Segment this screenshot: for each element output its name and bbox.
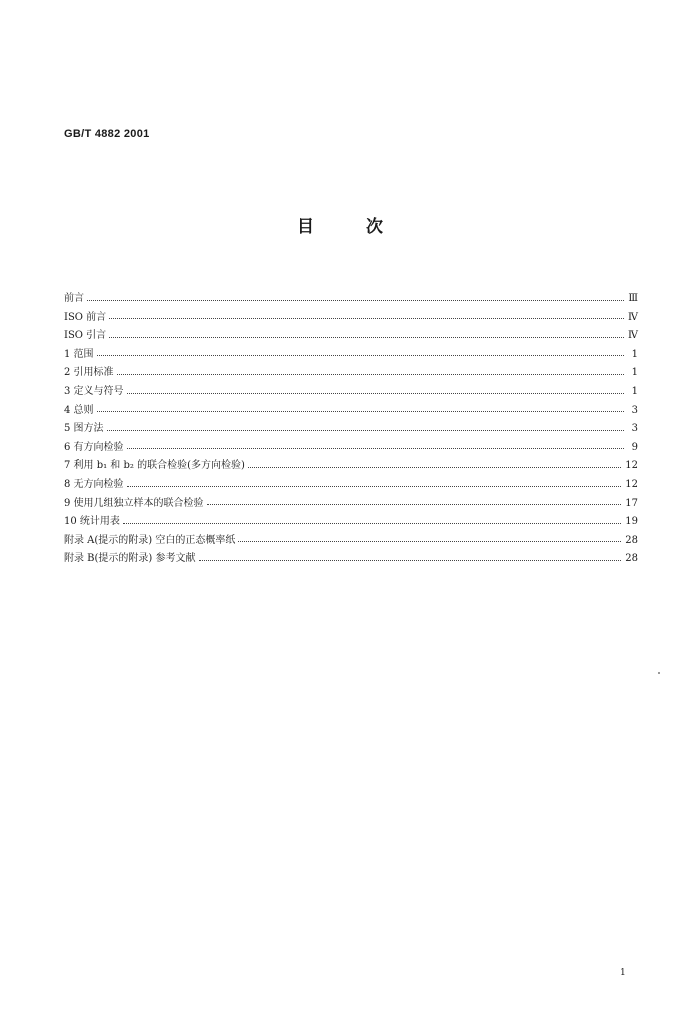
- toc-entry-label: 10 统计用表: [64, 516, 120, 528]
- toc-entry-page: 9: [631, 441, 638, 453]
- toc-leader-dots: [199, 560, 622, 561]
- toc-entry-label: 附录 A(提示的附录) 空白的正态概率纸: [64, 534, 236, 546]
- toc-entry: [64, 364, 638, 383]
- toc-entry: [64, 439, 638, 458]
- toc-leader-dots: [107, 430, 624, 431]
- toc-entry-label: ISO 前言: [64, 311, 107, 323]
- toc-entry-label: 7 利用 b₁ 和 b₂ 的联合检验(多方向检验): [64, 460, 245, 472]
- toc-leader-dots: [127, 486, 622, 487]
- toc-entry-page: 3: [631, 423, 638, 435]
- toc-entry: [64, 309, 638, 328]
- toc-entry-label: 9 使用几组独立样本的联合检验: [64, 497, 204, 509]
- toc-leader-dots: [97, 355, 624, 356]
- toc-entry-label: 附录 B(提示的附录) 参考文献: [64, 553, 196, 565]
- toc-entry-page: 28: [625, 534, 638, 546]
- document-code: GB/T 4882 2001: [64, 128, 150, 140]
- toc-entry: [64, 532, 638, 551]
- table-of-contents: [64, 290, 638, 569]
- toc-entry-page: 1: [631, 348, 638, 360]
- toc-entry-page: 17: [625, 497, 638, 509]
- toc-entry-page: 1: [631, 367, 638, 379]
- toc-entry-page: Ⅳ: [628, 330, 638, 342]
- toc-leader-dots: [97, 411, 624, 412]
- toc-entry: [64, 457, 638, 476]
- toc-entry-label: 前言: [64, 293, 84, 304]
- toc-entry-page: 3: [631, 404, 638, 416]
- toc-entry: [64, 346, 638, 365]
- toc-entry: [64, 513, 638, 532]
- toc-leader-dots: [87, 300, 624, 301]
- toc-entry: [64, 402, 638, 421]
- toc-leader-dots: [248, 467, 621, 468]
- toc-entry-label: 5 图方法: [64, 423, 104, 435]
- toc-entry-label: ISO 引言: [64, 330, 107, 342]
- toc-entry: [64, 495, 638, 514]
- page-title: 目次: [297, 217, 435, 237]
- toc-leader-dots: [127, 393, 624, 394]
- toc-leader-dots: [109, 337, 624, 338]
- toc-entry-page: Ⅲ: [628, 293, 638, 304]
- toc-leader-dots: [117, 374, 624, 375]
- toc-entry-page: 28: [625, 553, 638, 565]
- toc-leader-dots: [123, 523, 621, 524]
- toc-leader-dots: [109, 318, 624, 319]
- scan-speck: [658, 672, 660, 674]
- toc-entry: [64, 420, 638, 439]
- toc-entry-page: Ⅳ: [628, 311, 638, 323]
- toc-entry-label: 3 定义与符号: [64, 385, 124, 397]
- toc-entry-page: 19: [625, 516, 638, 528]
- page-number: 1: [620, 968, 626, 978]
- toc-entry-page: 12: [625, 478, 638, 490]
- toc-entry: [64, 290, 638, 309]
- toc-entry: [64, 476, 638, 495]
- toc-entry-label: 8 无方向检验: [64, 478, 124, 490]
- toc-entry: [64, 550, 638, 569]
- toc-entry: [64, 327, 638, 346]
- toc-leader-dots: [238, 541, 621, 542]
- toc-leader-dots: [207, 504, 622, 505]
- toc-entry-label: 4 总则: [64, 404, 94, 416]
- toc-entry-label: 6 有方向检验: [64, 441, 124, 453]
- toc-entry-page: 1: [631, 385, 638, 397]
- toc-entry-page: 12: [625, 460, 638, 472]
- toc-leader-dots: [127, 448, 624, 449]
- toc-entry-label: 2 引用标准: [64, 367, 114, 379]
- toc-entry: [64, 383, 638, 402]
- toc-entry-label: 1 范围: [64, 348, 94, 360]
